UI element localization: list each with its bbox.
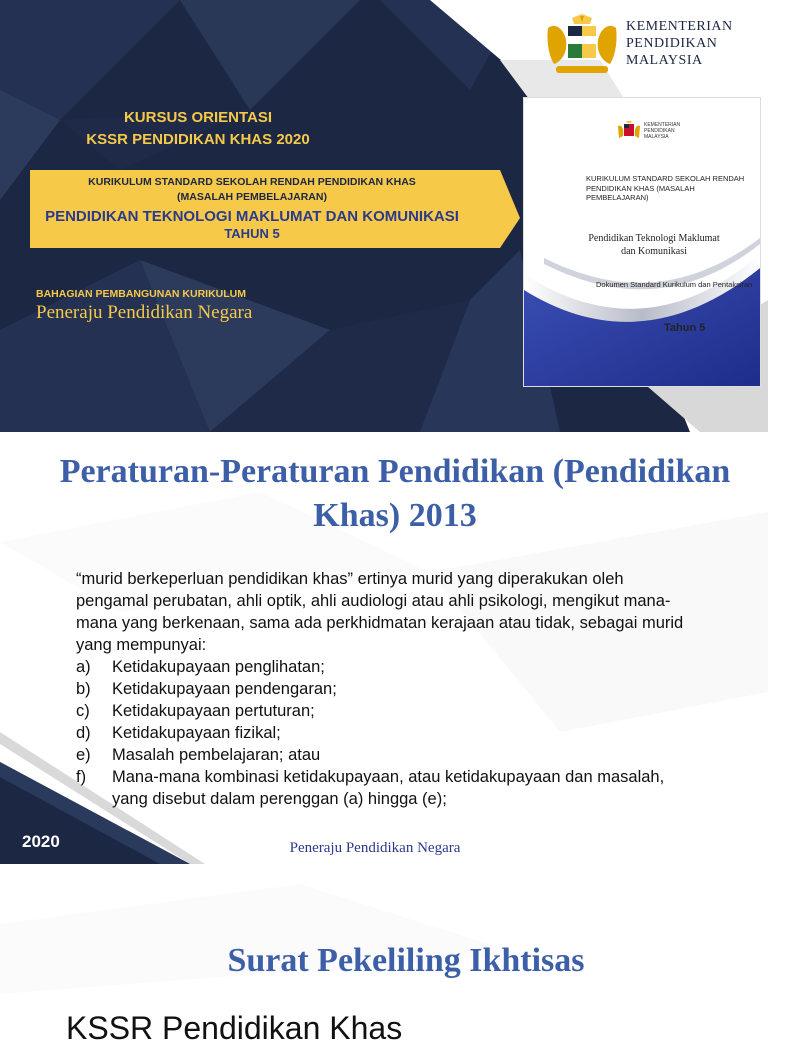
list-item: [76, 678, 696, 700]
disability-list: [76, 656, 696, 810]
ministry-name-line2: PENDIDIKAN: [626, 36, 718, 51]
list-text: Mana-mana kombinasi ketidakupayaan, atau ketidakupayaan dan masalah, yang disebut dalam perenggan (a) hingga (e);: [112, 768, 665, 808]
motto: Peneraju Pendidikan Negara: [36, 302, 253, 323]
subject-title: PENDIDIKAN TEKNOLOGI MAKLUMAT DAN KOMUNIKASI: [45, 208, 459, 225]
regulation-title: Peraturan-Peraturan Pendidikan (Pendidikan Khas) 2013: [59, 453, 731, 534]
list-marker: a): [76, 658, 91, 676]
curriculum-book-cover: [524, 98, 760, 386]
book-ministry-line1: KEMENTERIAN: [644, 122, 681, 128]
footer-motto: Peneraju Pendidikan Negara: [289, 840, 461, 856]
course-title-line2: KSSR PENDIDIKAN KHAS 2020: [86, 131, 310, 148]
book-header-line2: PENDIDIKAN KHAS (MASALAH PEMBELAJARAN): [586, 184, 695, 202]
list-item: [76, 656, 696, 678]
circular-subtitle: KSSR Pendidikan Khas: [66, 1010, 403, 1046]
book-ministry-name: [644, 122, 680, 140]
coat-of-arms-icon: [540, 14, 624, 78]
list-marker: f): [76, 768, 87, 786]
book-document-title: Dokumen Standard Kurikulum dan Pentaksiran: [596, 280, 753, 289]
curriculum-subtitle: (MASALAH PEMBELAJARAN): [177, 191, 327, 203]
year-badge: 2020: [22, 832, 60, 851]
book-subject: [574, 232, 734, 258]
book-subject-line2: dan Komunikasi: [621, 246, 687, 257]
cover-slide: [0, 0, 768, 432]
list-item: [76, 700, 696, 722]
year-label: TAHUN 5: [224, 226, 280, 241]
list-marker: b): [76, 680, 91, 698]
circular-slide: [0, 864, 768, 1046]
book-subject-line1: Pendidikan Teknologi Maklumat: [588, 233, 720, 244]
list-text: Masalah pembelajaran; atau: [112, 746, 321, 764]
circular-title: Surat Pekeliling Ikhtisas: [227, 942, 585, 979]
definition-text: “murid berkeperluan pendidikan khas” ertinya murid yang diperakukan oleh pengamal perubatan, ahli optik, ahli audiologi atau ahli psikologi, mengikut mana-mana yang berkenaan, sama ada perkhidmatan kerajaan atau tidak, sebagai murid yang mempunyai:: [76, 570, 684, 654]
list-item: [76, 744, 696, 766]
list-text: Ketidakupayaan fizikal;: [112, 724, 281, 742]
book-ministry-line3: MALAYSIA: [644, 134, 669, 140]
list-text: Ketidakupayaan pertuturan;: [112, 702, 315, 720]
ministry-name: [626, 18, 733, 69]
book-ministry-line2: PENDIDIKAN: [644, 128, 675, 134]
division-name: BAHAGIAN PEMBANGUNAN KURIKULUM: [36, 288, 246, 300]
list-text: Ketidakupayaan pendengaran;: [112, 680, 337, 698]
book-header-line1: KURIKULUM STANDARD SEKOLAH RENDAH: [586, 174, 745, 183]
curriculum-title: KURIKULUM STANDARD SEKOLAH RENDAH PENDIDIKAN KHAS: [88, 176, 416, 188]
ministry-name-line1: KEMENTERIAN: [626, 19, 733, 34]
list-item: [76, 766, 696, 810]
book-emblem-icon: [616, 120, 642, 142]
list-marker: c): [76, 702, 90, 720]
list-item: [76, 722, 696, 744]
regulation-slide: [0, 432, 768, 864]
book-year: Tahun 5: [664, 322, 706, 334]
list-text: Ketidakupayaan penglihatan;: [112, 658, 325, 676]
course-title-line1: KURSUS ORIENTASI: [123, 109, 273, 126]
list-marker: d): [76, 724, 91, 742]
list-marker: e): [76, 746, 91, 764]
ministry-name-line3: MALAYSIA: [626, 53, 703, 68]
